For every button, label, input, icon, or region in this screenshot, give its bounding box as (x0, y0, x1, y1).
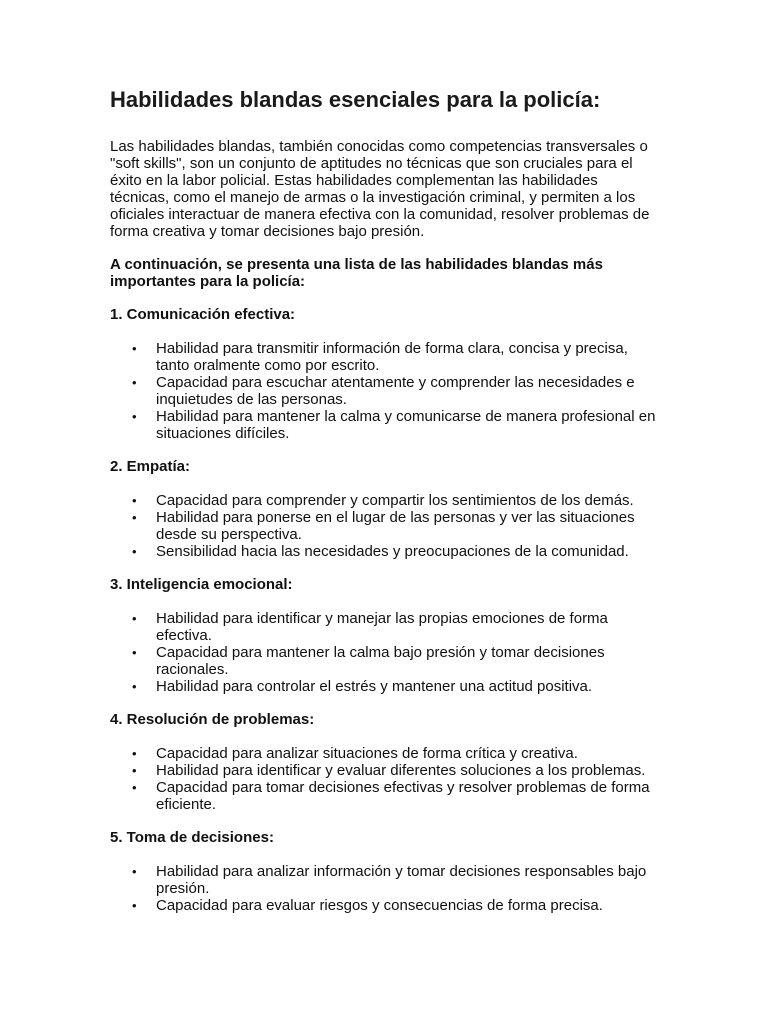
section-heading: 2. Empatía: (110, 458, 191, 475)
list-item (132, 492, 658, 509)
bullet-icon: • (132, 763, 137, 778)
list-item-text: Habilidad para controlar el estrés y mantener una actitud positiva. (156, 678, 593, 695)
bullet-list (110, 863, 658, 914)
list-item (132, 340, 658, 374)
bullet-icon: • (132, 493, 137, 508)
list-item (132, 644, 658, 678)
skills-sections (110, 306, 658, 914)
bullet-icon: • (132, 341, 137, 356)
list-item-text: Habilidad para identificar y evaluar diferentes soluciones a los problemas. (156, 762, 646, 779)
section-heading: 1. Comunicación efectiva: (110, 306, 296, 323)
list-item (132, 610, 658, 644)
section-heading: 5. Toma de decisiones: (110, 829, 274, 846)
lead-paragraph: A continuación, se presenta una lista de las habilidades blandas más importantes para la policía: (110, 256, 603, 290)
bullet-list (110, 745, 658, 813)
list-item (132, 678, 658, 695)
bullet-icon: • (132, 898, 137, 913)
list-item-text: Capacidad para comprender y compartir los sentimientos de los demás. (156, 492, 634, 509)
section-heading: 3. Inteligencia emocional: (110, 576, 293, 593)
bullet-icon: • (132, 409, 137, 424)
list-item (132, 897, 658, 914)
list-item-text: Capacidad para escuchar atentamente y comprender las necesidades e inquietudes de las personas. (156, 374, 635, 408)
list-item-text: Sensibilidad hacia las necesidades y preocupaciones de la comunidad. (156, 543, 629, 560)
bullet-icon: • (132, 611, 137, 626)
list-item (132, 543, 658, 560)
bullet-list (110, 492, 658, 560)
bullet-list (110, 610, 658, 695)
bullet-icon: • (132, 780, 137, 795)
list-item-text: Habilidad para mantener la calma y comunicarse de manera profesional en situaciones difíciles. (156, 408, 656, 442)
list-item-text: Habilidad para ponerse en el lugar de las personas y ver las situaciones desde su perspectiva. (156, 509, 635, 543)
list-item (132, 745, 658, 762)
document-title: Habilidades blandas esenciales para la policía: (110, 87, 601, 112)
list-item-text: Capacidad para mantener la calma bajo presión y tomar decisiones racionales. (156, 644, 605, 678)
bullet-icon: • (132, 746, 137, 761)
bullet-icon: • (132, 544, 137, 559)
bullet-list (110, 340, 658, 442)
list-item (132, 408, 658, 442)
bullet-icon: • (132, 679, 137, 694)
intro-paragraph: Las habilidades blandas, también conocidas como competencias transversales o "soft skills", son un conjunto de aptitudes no técnicas que son cruciales para el éxito en la labor policial. Estas habilidades complementan las habilidades técnicas, como el manejo de armas o la investigación criminal, y permiten a los oficiales interactuar de manera efectiva con la comunidad, resolver problemas de forma creativa y tomar decisiones bajo presión. (110, 138, 650, 240)
list-item (132, 509, 658, 543)
list-item (132, 374, 658, 408)
list-item-text: Habilidad para analizar información y tomar decisiones responsables bajo presión. (156, 863, 647, 897)
bullet-icon: • (132, 375, 137, 390)
section-heading: 4. Resolución de problemas: (110, 711, 315, 728)
list-item-text: Habilidad para transmitir información de forma clara, concisa y precisa, tanto oralmente como por escrito. (156, 340, 628, 374)
list-item (132, 863, 658, 897)
list-item-text: Capacidad para tomar decisiones efectivas y resolver problemas de forma eficiente. (156, 779, 650, 813)
bullet-icon: • (132, 864, 137, 879)
list-item (132, 762, 658, 779)
bullet-icon: • (132, 510, 137, 525)
list-item-text: Capacidad para evaluar riesgos y consecuencias de forma precisa. (156, 897, 603, 914)
bullet-icon: • (132, 645, 137, 660)
list-item (132, 779, 658, 813)
list-item-text: Habilidad para identificar y manejar las propias emociones de forma efectiva. (156, 610, 608, 644)
list-item-text: Capacidad para analizar situaciones de forma crítica y creativa. (156, 745, 578, 762)
